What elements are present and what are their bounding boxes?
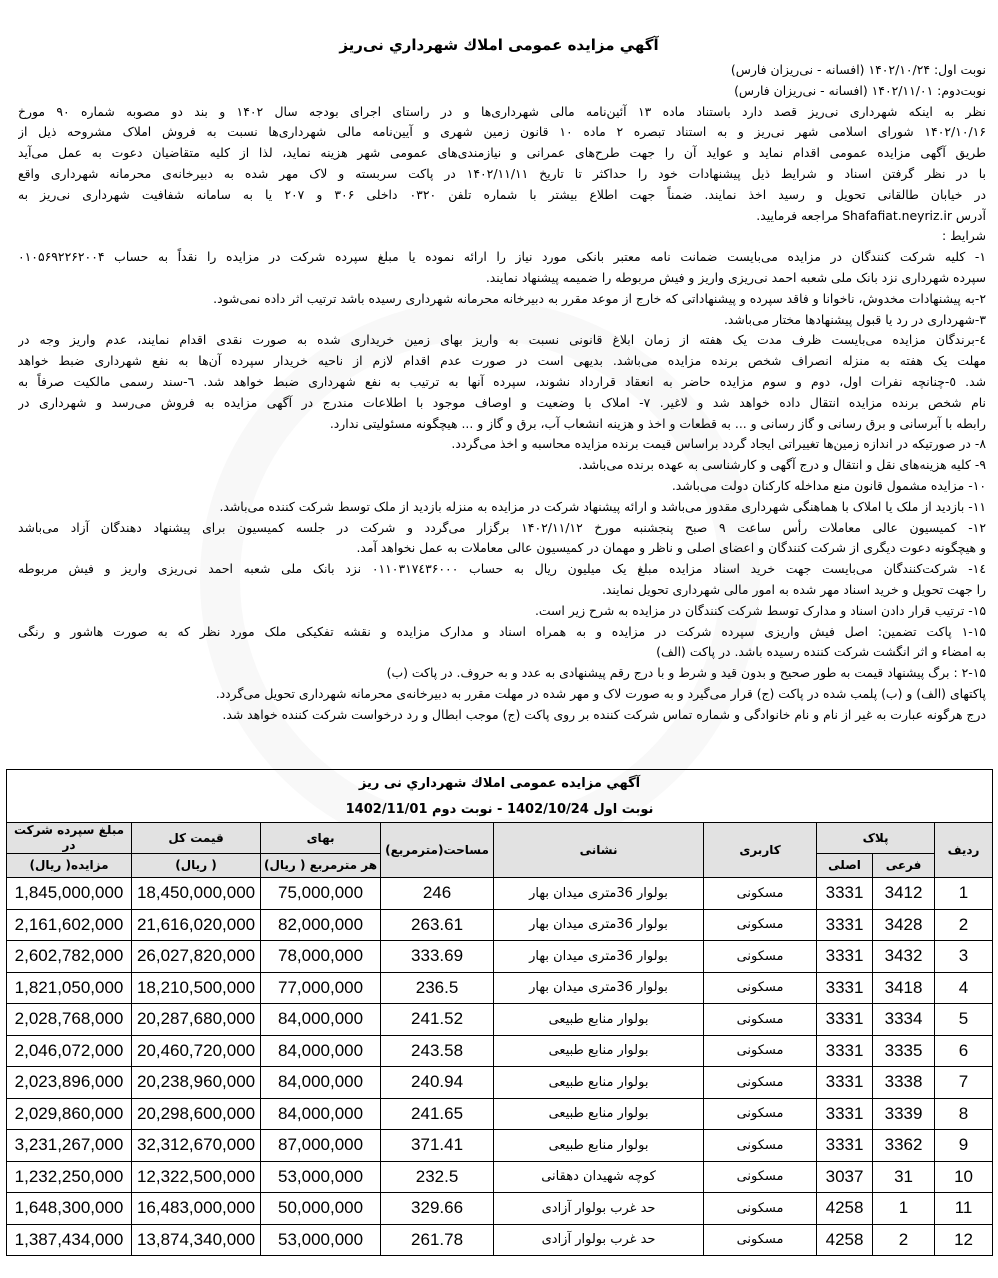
header-area: مساحت(مترمربع) [381, 823, 494, 878]
table-row [7, 1067, 993, 1099]
address-cell: بولوار منابع طبیعی [494, 1067, 704, 1099]
unit-price-cell: 53,000,000 [261, 1161, 381, 1193]
unit-price-cell: 84,000,000 [261, 1098, 381, 1130]
plaque-main-cell: 3331 [817, 878, 873, 910]
address-cell: بولوار 36متری میدان بهار [494, 941, 704, 973]
header-deposit-unit: مزایده( ریال) [7, 854, 132, 878]
header-row-no: ردیف [935, 823, 993, 878]
deposit-cell: 1,387,434,000 [7, 1224, 132, 1256]
total-price-cell: 18,210,500,000 [132, 972, 261, 1004]
deposit-cell: 2,029,860,000 [7, 1098, 132, 1130]
body-line: ۱٤- شرکت‌کنندگان می‌بایست جهت خرید اسناد مزایده مبلغ یک میلیون ریال به حساب ۰۱۱۰۳۱۷٤۳۶۰۰۰ نزد بانک ملی شعبه احمد نی‌ریزی واریز و فیش مربوطه [18, 561, 986, 577]
usage-cell: مسکونی [704, 1098, 817, 1130]
address-cell: بولوار 36متری میدان بهار [494, 909, 704, 941]
usage-cell: مسکونی [704, 909, 817, 941]
header-plaque: پلاک [817, 823, 935, 854]
total-price-cell: 20,460,720,000 [132, 1035, 261, 1067]
header-unit-price: بهای [261, 823, 381, 854]
plaque-sub-cell: 3334 [873, 1004, 935, 1036]
area-cell: 263.61 [381, 909, 494, 941]
notice-title: آگهي مزايده عمومی املاك شهرداري نی‌ريز [339, 36, 659, 54]
unit-price-cell: 84,000,000 [261, 1004, 381, 1036]
table-caption-dates: نوبت اول 1402/10/24 - نوبت دوم 1402/11/01 [7, 796, 993, 823]
body-line: طریق آگهی مزایده عمومی اقدام نماید و عواید آن را جهت طرح‌های عمرانی و نیازمندی‌های عمومی شهر هزینه نماید، لذا از کلیه متقاضیان دعوت به عمل می‌آید [18, 145, 986, 161]
plaque-sub-cell: 31 [873, 1161, 935, 1193]
notice-body [18, 60, 986, 726]
body-line: نظر به اینکه شهرداری نی‌ریز قصد دارد باستناد ماده ۱۳ آئین‌نامه مالی شهرداری‌ها و در راستای اجرای بودجه سال ۱۴۰۲ و بند دو مصوبه شماره ۹۰ مورخ [18, 103, 986, 119]
header-deposit: مبلغ سپرده شرکت در [7, 823, 132, 854]
total-price-cell: 12,322,500,000 [132, 1161, 261, 1193]
body-line: ۲-به پیشنهادات مخدوش، ناخوانا و فاقد سپرده و پیشنهاداتی که خارج از موعد مقرر به دبیرخانه محرمانه شهرداری رسیده باشد ترتیب اثر داده نمی‌شود. [213, 290, 986, 306]
address-cell: کوچه شهیدان دهقانی [494, 1161, 704, 1193]
plaque-main-cell: 3331 [817, 1067, 873, 1099]
body-line: ۱-۱۵ پاکت تضمین: اصل فیش واریزی سپرده شرکت در مزایده و به همراه اسناد و مدارک مزایده و نقشه تفکیکی ملک مورد نظر که به صورت هاشور و رنگی [18, 623, 986, 639]
area-cell: 236.5 [381, 972, 494, 1004]
area-cell: 333.69 [381, 941, 494, 973]
row-no-cell: 12 [935, 1224, 993, 1256]
body-line: در خیابان طالقانی تحویل و رسید اخذ نمایند. ضمناً جهت اطلاع بیشتر با شماره تلفن ۰۳۲۰ داخلی ۳۰۶ و ۲۰۷ یا به سامانه شفافیت شهرداری نی‌ریز به [18, 186, 986, 202]
area-cell: 243.58 [381, 1035, 494, 1067]
row-no-cell: 5 [935, 1004, 993, 1036]
area-cell: 371.41 [381, 1130, 494, 1162]
body-line: نام شخص برنده مزایده انتقال داده خواهد شد و لاغیر. ۷- املاک با وضعیت و اوصاف موجود با اطلاعات مندرج در آگهی مزایده به فروش می‌رسد و شهرداری در [18, 394, 986, 410]
deposit-cell: 2,046,072,000 [7, 1035, 132, 1067]
plaque-main-cell: 3037 [817, 1161, 873, 1193]
body-line: ۱- کلیه شرکت کنندگان در مزایده می‌بایست ضمانت نامه معتبر بانکی مورد نیاز را ارائه نموده یا مبلغ سپرده شرکت در مزایده را نقداً به حساب ۰۱۰۵۶۹۲۲۶۲۰۰۴ [18, 249, 986, 265]
row-no-cell: 7 [935, 1067, 993, 1099]
header-unit-price-unit: هر مترمربع ( ریال) [261, 854, 381, 878]
body-line: ۹- کلیه هزینه‌های نقل و انتقال و درج آگهی و کارشناسی به عهده برنده می‌باشد. [578, 457, 986, 473]
unit-price-cell: 82,000,000 [261, 909, 381, 941]
table-row [7, 1004, 993, 1036]
plaque-sub-cell: 1 [873, 1193, 935, 1225]
body-line: رابطه با آبرسانی و برق رسانی و گاز رسانی و ... به قطعات و اخذ و هزینه انشعاب آب، برق و گاز و ... هیچگونه مسئولیتی ندارد. [329, 415, 986, 431]
deposit-cell: 3,231,267,000 [7, 1130, 132, 1162]
row-no-cell: 6 [935, 1035, 993, 1067]
table-caption-title: آگهي مزايده عمومی املاك شهرداري نی ريز [7, 770, 993, 797]
deposit-cell: 1,845,000,000 [7, 878, 132, 910]
body-line: سپرده شهرداری نزد بانک ملی شعبه احمد نی‌ریزی واریز و فیش مربوطه را ضمیمه پیشنهاد نمایند. [485, 269, 986, 285]
area-cell: 232.5 [381, 1161, 494, 1193]
deposit-cell: 1,232,250,000 [7, 1161, 132, 1193]
body-line: به امضاء و اثر انگشت شرکت کننده رسیده باشد. در پاکت (الف) [656, 644, 986, 660]
unit-price-cell: 50,000,000 [261, 1193, 381, 1225]
header-address: نشانی [494, 823, 704, 878]
total-price-cell: 13,874,340,000 [132, 1224, 261, 1256]
usage-cell: مسکونی [704, 1224, 817, 1256]
plaque-main-cell: 3331 [817, 1035, 873, 1067]
total-price-cell: 32,312,670,000 [132, 1130, 261, 1162]
body-line: با در نظر گرفتن اسناد و شرایط ذیل پیشنهادات خود را حداکثر تا تاریخ ۱۴۰۲/۱۱/۱۱ در پاکت سربسته و لاک مهر شده به دبیرخانه‌ی محرمانه شهرداری واقع [18, 165, 986, 181]
address-cell: حد غرب بولوار آزادی [494, 1224, 704, 1256]
row-no-cell: 2 [935, 909, 993, 941]
body-line: و هیچگونه دعوت دیگری از شرکت کنندگان و اعضای اصلی و ناظر و مهمان در کمیسیون عالی معاملات به عمل نخواهد آمد. [356, 540, 986, 556]
total-price-cell: 21,616,020,000 [132, 909, 261, 941]
address-cell: بولوار منابع طبیعی [494, 1130, 704, 1162]
address-cell: بولوار منابع طبیعی [494, 1035, 704, 1067]
body-line: ۱۵- ترتیب قرار دادن اسناد و مدارک توسط شرکت کنندگان در مزایده به شرح زیر است. [534, 602, 986, 618]
area-cell: 246 [381, 878, 494, 910]
plaque-main-cell: 3331 [817, 909, 873, 941]
row-no-cell: 8 [935, 1098, 993, 1130]
unit-price-cell: 78,000,000 [261, 941, 381, 973]
row-no-cell: 4 [935, 972, 993, 1004]
total-price-cell: 20,298,600,000 [132, 1098, 261, 1130]
unit-price-cell: 84,000,000 [261, 1067, 381, 1099]
plaque-main-cell: 3331 [817, 941, 873, 973]
table-row [7, 909, 993, 941]
header-total-price-unit: ( ریال) [132, 854, 261, 878]
body-line: آدرس Shafafiat.neyriz.ir مراجعه فرمایید. [756, 207, 986, 223]
row-no-cell: 9 [935, 1130, 993, 1162]
table-row [7, 972, 993, 1004]
body-line: درج هرگونه عبارت به غیر از نام و نام خانوادگی و شماره تماس شرکت کننده بر روی پاکت (ج) موجب ابطال و رد درخواست شرکت کننده خواهد شد. [222, 706, 986, 722]
table-row [7, 941, 993, 973]
body-line: نوبت‌دوم: ۱۴۰۲/۱۱/۰۱ (افسانه - نی‌ريزان فارس) [734, 82, 986, 98]
total-price-cell: 20,238,960,000 [132, 1067, 261, 1099]
address-cell: بولوار منابع طبیعی [494, 1004, 704, 1036]
area-cell: 240.94 [381, 1067, 494, 1099]
plaque-sub-cell: 3362 [873, 1130, 935, 1162]
table-row [7, 1161, 993, 1193]
row-no-cell: 1 [935, 878, 993, 910]
plaque-main-cell: 3331 [817, 1098, 873, 1130]
table-row [7, 1224, 993, 1256]
body-line: را جهت تحویل و خرید اسناد مهر شده به امور مالی شهرداری تحویل نمایند. [601, 581, 986, 597]
table-row [7, 1098, 993, 1130]
plaque-sub-cell: 3418 [873, 972, 935, 1004]
usage-cell: مسکونی [704, 941, 817, 973]
address-cell: بولوار منابع طبیعی [494, 1098, 704, 1130]
header-total-price: قیمت کل [132, 823, 261, 854]
body-line: پاکتهای (الف) و (ب) پلمب شده در پاکت (ج) قرار می‌گیرد و به صورت لاک و مهر شده در مهلت مقرر به دبیرخانه‌ی محرمانه شهرداری تحویل می‌گردد. [215, 685, 986, 701]
row-no-cell: 11 [935, 1193, 993, 1225]
body-line: ۳-شهرداری در رد یا قبول پیشنهادها مختار می‌باشد. [723, 311, 986, 327]
plaque-main-cell: 3331 [817, 972, 873, 1004]
plaque-sub-cell: 3339 [873, 1098, 935, 1130]
deposit-cell: 1,821,050,000 [7, 972, 132, 1004]
usage-cell: مسکونی [704, 878, 817, 910]
unit-price-cell: 75,000,000 [261, 878, 381, 910]
body-line: ۱۱- بازدید از ملک یا املاک با هماهنگی شهرداری مقدور می‌باشد و ارائه پیشنهاد شرکت در مزایده به منزله بازدید از ملک توسط شرکت کننده می‌باشد. [219, 498, 986, 514]
usage-cell: مسکونی [704, 1130, 817, 1162]
plaque-main-cell: 4258 [817, 1224, 873, 1256]
plaque-main-cell: 3331 [817, 1130, 873, 1162]
body-line: ۱۲- کمیسیون عالی معاملات رأس ساعت ۹ صبح پنجشنبه مورخ ۱۴۰۲/۱۱/۱۲ برگزار می‌گردد و شرکت در جلسه کمیسیون برای پیشنهاد دهندگان آزاد می‌باشد [18, 519, 986, 535]
header-plaque-main: اصلی [817, 854, 873, 878]
plaque-sub-cell: 3412 [873, 878, 935, 910]
table-row [7, 1035, 993, 1067]
unit-price-cell: 84,000,000 [261, 1035, 381, 1067]
row-no-cell: 10 [935, 1161, 993, 1193]
header-usage: کاربری [704, 823, 817, 878]
unit-price-cell: 77,000,000 [261, 972, 381, 1004]
usage-cell: مسکونی [704, 1161, 817, 1193]
body-line: شرایط : [942, 228, 986, 244]
address-cell: بولوار 36متری میدان بهار [494, 878, 704, 910]
total-price-cell: 20,287,680,000 [132, 1004, 261, 1036]
deposit-cell: 1,648,300,000 [7, 1193, 132, 1225]
body-line: ٤-برندگان مزایده می‌بایست ظرف مدت یک هفته از زمان ابلاغ قانونی نسبت به واریز بهای زمین خریداری شده به صورت نقدی اقدام نمایند، عدم واریز وجه در [18, 332, 986, 348]
total-price-cell: 16,483,000,000 [132, 1193, 261, 1225]
area-cell: 329.66 [381, 1193, 494, 1225]
deposit-cell: 2,602,782,000 [7, 941, 132, 973]
plaque-sub-cell: 3335 [873, 1035, 935, 1067]
area-cell: 241.52 [381, 1004, 494, 1036]
address-cell: حد غرب بولوار آزادی [494, 1193, 704, 1225]
body-line: ۸- در صورتیکه در اندازه زمین‌ها تغییراتی ایجاد گردد براساس قیمت برنده مزایده محاسبه و اخذ می‌گردد. [451, 436, 986, 452]
usage-cell: مسکونی [704, 972, 817, 1004]
plaque-main-cell: 3331 [817, 1004, 873, 1036]
total-price-cell: 26,027,820,000 [132, 941, 261, 973]
body-line: نوبت اول: ۱۴۰۲/۱۰/۲۴ (افسانه - نی‌ريزان فارس) [730, 62, 986, 77]
body-line: ۱۴۰۲/۱۰/۱۶ شورای اسلامی شهر نی‌ریز و به استناد تبصره ۲ ماده ۱۰ قانون زمین شهری و آیین‌نامه مالی شهرداری‌ها نسبت به فروش املاک مشروحه ذیل از [18, 124, 986, 140]
usage-cell: مسکونی [704, 1004, 817, 1036]
deposit-cell: 2,161,602,000 [7, 909, 132, 941]
plaque-main-cell: 4258 [817, 1193, 873, 1225]
unit-price-cell: 53,000,000 [261, 1224, 381, 1256]
body-line: ۲-۱۵ : برگ پیشنهاد قیمت به طور صحیح و بدون قید و شرط و با درج رقم پیشنهادی به عدد و به حروف. در پاکت (ب) [386, 665, 986, 681]
plaque-sub-cell: 3432 [873, 941, 935, 973]
area-cell: 261.78 [381, 1224, 494, 1256]
table-row [7, 878, 993, 910]
properties-table [6, 769, 993, 1256]
deposit-cell: 2,023,896,000 [7, 1067, 132, 1099]
address-cell: بولوار 36متری میدان بهار [494, 972, 704, 1004]
table-row [7, 1193, 993, 1225]
plaque-sub-cell: 2 [873, 1224, 935, 1256]
unit-price-cell: 87,000,000 [261, 1130, 381, 1162]
deposit-cell: 2,028,768,000 [7, 1004, 132, 1036]
usage-cell: مسکونی [704, 1035, 817, 1067]
area-cell: 241.65 [381, 1098, 494, 1130]
plaque-sub-cell: 3428 [873, 909, 935, 941]
body-line: ۱۰- مزایده مشمول قانون منع مداخله کارکنان دولت می‌باشد. [671, 477, 986, 493]
table-row [7, 1130, 993, 1162]
header-plaque-sub: فرعی [873, 854, 935, 878]
plaque-sub-cell: 3338 [873, 1067, 935, 1099]
row-no-cell: 3 [935, 941, 993, 973]
body-line: شد. ٥-چنانچه نفرات اول، دوم و سوم مزایده حاضر به انعقاد قرارداد نشوند، سپرده آنها به ترتیب به نفع شهرداری ضبط خواهد شد. ٦-سند رسمی مالکیت صرفاً به [18, 373, 986, 389]
usage-cell: مسکونی [704, 1193, 817, 1225]
total-price-cell: 18,450,000,000 [132, 878, 261, 910]
usage-cell: مسکونی [704, 1067, 817, 1099]
body-line: مهلت یک هفته به منزله انصراف شخص برنده مزایده می‌باشد. بدیهی است در صورت عدم اقدام لازم از ناحیه خریدار سپرده آن‌ها به نفع شهرداری ضبط خواهد [18, 353, 986, 369]
